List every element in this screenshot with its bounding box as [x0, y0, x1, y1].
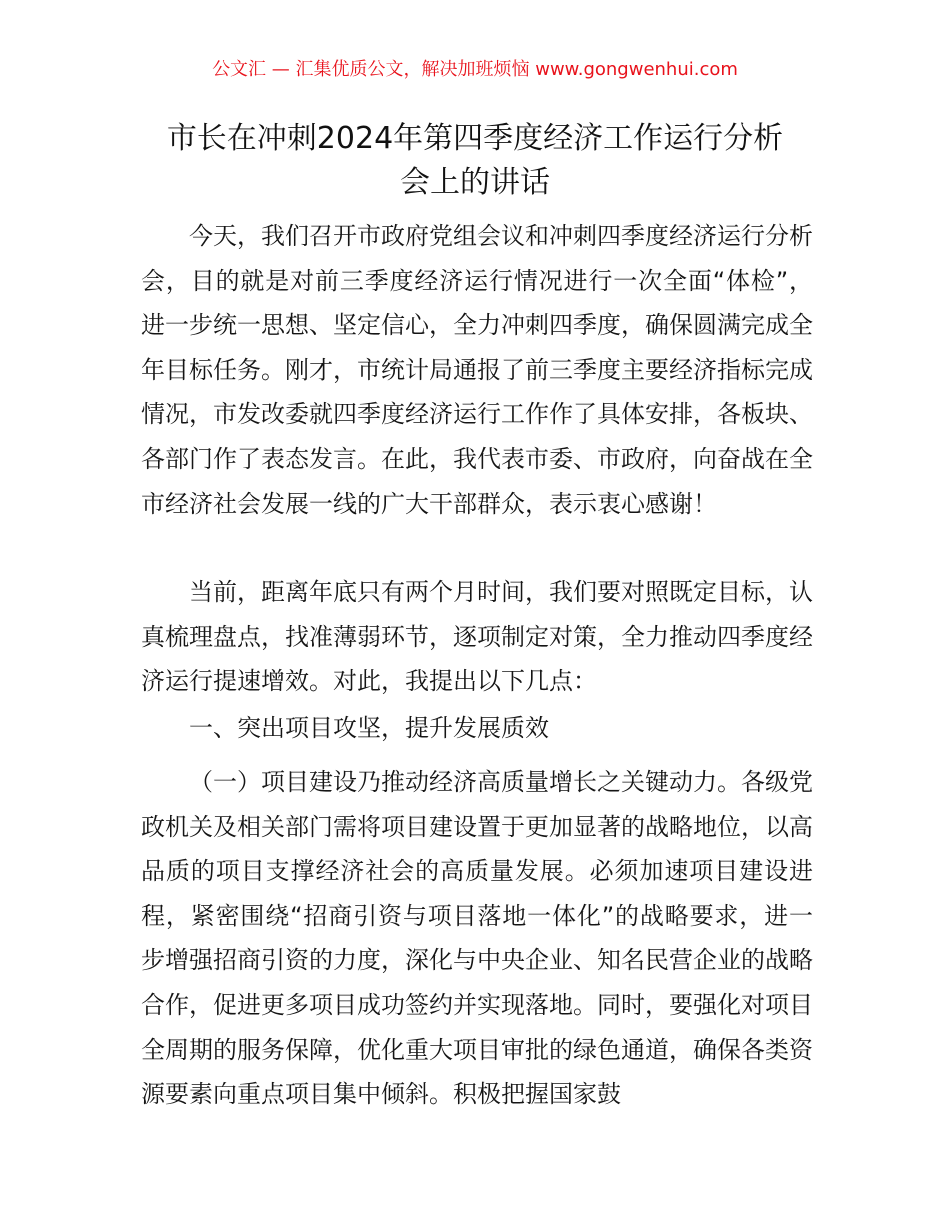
site-banner: 公文汇 — 汇集优质公文，解决加班烦恼 www.gongwenhui.com — [212, 59, 738, 80]
document-title-line-2: 会上的讲话 — [400, 165, 550, 200]
paragraph-project-construction: （一）项目建设乃推动经济高质量增长之关键动力。各级党政机关及相关部门需将项目建设置于更加显著的战略地位，以高品质的项目支撑经济社会的高质量发展。必须加速项目建设进程，紧密围绕“招商引资与项目落地一体化”的战略要求，进一步增强招商引资的力度，深化与中央企业、知名民营企业的战略合作，促进更多项目成功签约并实现落地。同时，要强化对项目全周期的服务保障，优化重大项目审批的绿色通道，确保各类资源要素向重点项目集中倾斜。积极把握国家鼓 — [141, 768, 813, 1109]
document-title-line-1: 市长在冲刺2024年第四季度经济工作运行分析 — [166, 121, 784, 156]
paragraph-opening: 今天，我们召开市政府党组会议和冲刺四季度经济运行分析会，目的就是对前三季度经济运行情况进行一次全面“体检”，进一步统一思想、坚定信心，全力冲刺四季度，确保圆满完成全年目标任务。刚才，市统计局通报了前三季度主要经济指标完成情况，市发改委就四季度经济运行工作作了具体安排，各板块、各部门作了表态发言。在此，我代表市委、市政府，向奋战在全市经济社会发展一线的广大干部群众，表示衷心感谢！ — [141, 222, 813, 518]
paragraph-current-situation: 当前，距离年底只有两个月时间，我们要对照既定目标，认真梳理盘点，找准薄弱环节，逐项制定对策，全力推动四季度经济运行提速增效。对此，我提出以下几点： — [141, 578, 813, 696]
document-title — [120, 117, 830, 205]
section-heading-one: 一、突出项目攻坚，提升发展质效 — [189, 714, 549, 742]
